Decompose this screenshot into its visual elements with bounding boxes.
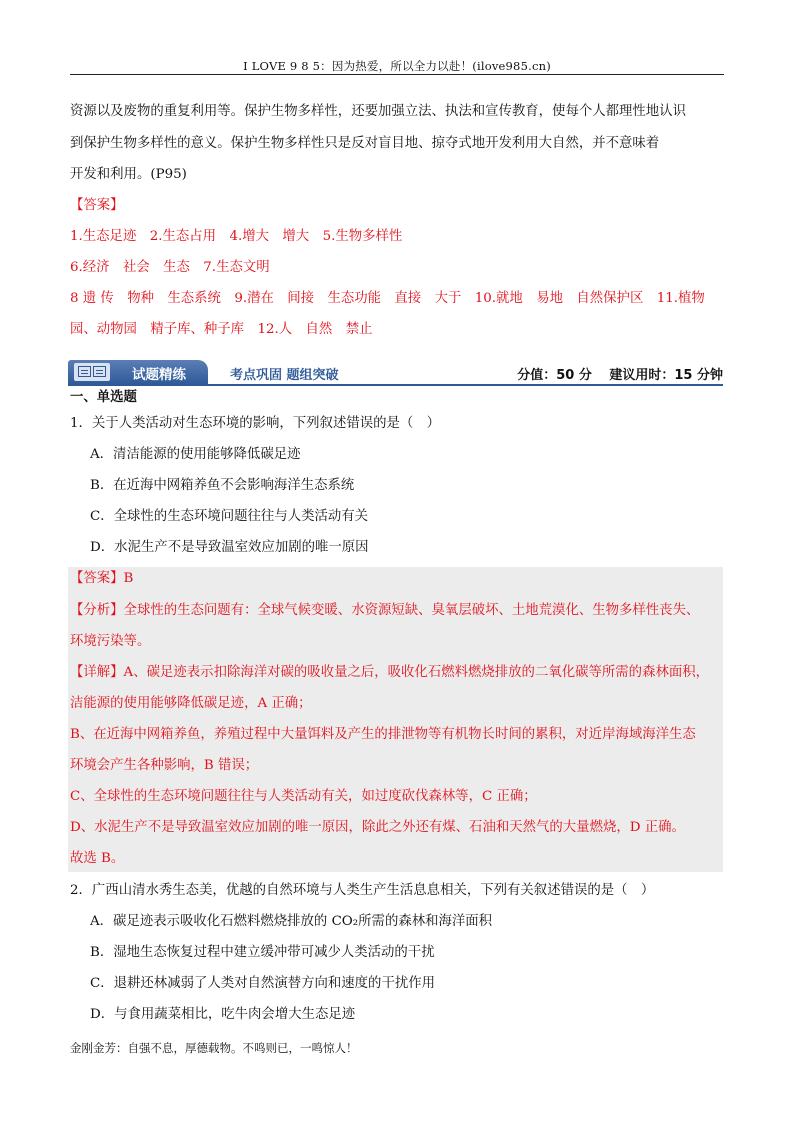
- q2-option-d: D．与食用蔬菜相比，吃牛肉会增大生态足迹: [90, 1007, 356, 1022]
- q1-detail-line-2: 洁能源的使用能够降低碳足迹，A 正确；: [70, 696, 312, 711]
- intro-line-2: 到保护生物多样性的意义。保护生物多样性只是反对盲目地、掠夺式地开发利用大自然，并不意味着: [70, 136, 660, 151]
- q1-detail-line-6: D、水泥生产不是导致温室效应加剧的唯一原因，除此之外还有煤、石油和天然气的大量燃烧，D 正确。: [70, 820, 685, 835]
- section-band: [68, 360, 723, 384]
- q1-detail-line-5: C、全球性的生态环境问题往往与人类活动有关，如过度砍伐森林等，C 正确；: [70, 789, 537, 804]
- q2-stem: 2．广西山清水秀生态美，优越的自然环境与人类生产生活息息相关，下列有关叙述错误的是（ ）: [70, 883, 655, 898]
- q1-detail-line-1: 【详解】A、碳足迹表示扣除海洋对碳的吸收量之后，吸收化石燃料燃烧排放的二氧化碳等所需的森林面积，: [70, 665, 710, 680]
- answer-line-1: 1.生态足迹 2.生态占用 4.增大 增大 5.生物多样性: [70, 229, 403, 244]
- section-title: 试题精练: [132, 367, 186, 383]
- q1-analysis-line-2: 环境污染等。: [70, 634, 151, 649]
- score-and-time: 分值：50 分 建议用时：15 分钟: [517, 368, 723, 383]
- page-header: I LOVE 9 8 5：因为热爱，所以全力以赴！(ilove985.cn): [243, 59, 551, 73]
- q1-detail-line-4: 环境会产生各种影响，B 错误；: [70, 758, 259, 773]
- q1-conclusion: 故选 B。: [70, 851, 125, 866]
- answer-line-4: 园、动物园 精子库、种子库 12.人 自然 禁止: [70, 322, 373, 337]
- header-divider: [70, 74, 724, 75]
- q1-option-b: B．在近海中网箱养鱼不会影响海洋生态系统: [90, 478, 355, 493]
- q1-option-c: C．全球性的生态环境问题往往与人类活动有关: [90, 509, 369, 524]
- q2-option-a: A．碳足迹表示吸收化石燃料燃烧排放的 CO₂所需的森林和海洋面积: [90, 914, 493, 929]
- q1-stem: 1．关于人类活动对生态环境的影响，下列叙述错误的是（ ）: [70, 416, 441, 431]
- q1-detail-line-3: B、在近海中网箱养鱼，养殖过程中大量饵料及产生的排泄物等有机物长时间的累积，对近岸海域海洋生态: [70, 727, 696, 742]
- q2-option-b: B．湿地生态恢复过程中建立缓冲带可减少人类活动的干扰: [90, 945, 435, 960]
- q1-option-a: A．清洁能源的使用能够降低碳足迹: [90, 447, 301, 462]
- book-icon: [74, 363, 110, 381]
- answer-line-3: 8 遗 传 物种 生态系统 9.潜在 间接 生态功能 直接 大于 10.就地 易地 自然保护区 11.植物: [70, 291, 705, 306]
- answer-label: 【答案】: [70, 198, 124, 213]
- section-heading: 一、单选题: [70, 389, 137, 405]
- intro-line-1: 资源以及废物的重复利用等。保护生物多样性，还要加强立法、执法和宣传教育，使每个人都理性地认识: [70, 104, 686, 119]
- q2-option-c: C．退耕还林减弱了人类对自然演替方向和速度的干扰作用: [90, 976, 436, 991]
- q1-answer: 【答案】B: [70, 571, 134, 586]
- section-subtitle: 考点巩固 题组突破: [230, 368, 339, 383]
- section-band-underline: [68, 384, 723, 386]
- intro-line-3: 开发和利用。(P95): [70, 167, 187, 182]
- page-footer: 金刚金芳：自强不息，厚德载物。不鸣则已，一鸣惊人！: [70, 1041, 358, 1055]
- q1-analysis-line-1: 【分析】全球性的生态问题有：全球气候变暖、水资源短缺、臭氧层破坏、土地荒漠化、生物多样性丧失、: [70, 603, 700, 618]
- q1-option-d: D．水泥生产不是导致温室效应加剧的唯一原因: [90, 540, 369, 555]
- answer-line-2: 6.经济 社会 生态 7.生态文明: [70, 260, 270, 275]
